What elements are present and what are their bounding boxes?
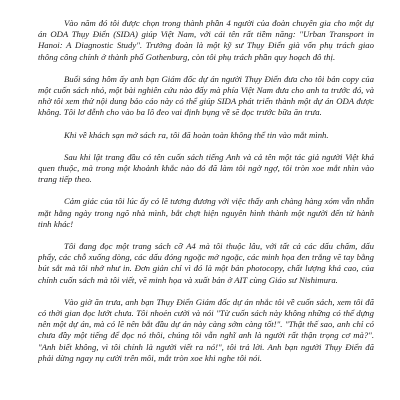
paragraph-3: Khi về khách sạn mở sách ra, tôi đã hoàn toàn không thể tin vào mắt mình. <box>64 129 329 140</box>
document-page <box>38 18 374 394</box>
paragraph-5: Cảm giác của tôi lúc ấy có lẽ tương đương với việc thấy anh chàng hàng xóm vẫn nhẫn mặt hằng ngày trong ngõ nhà mình, bắt chợt hiện nguyên hình thành một người đến từ hành tinh khác! <box>38 196 374 229</box>
paragraph-6: Tôi đang đọc một trang sách cỡ A4 mà tôi thuộc lâu, với tất cả các dấu chấm, dấu phẩy, các chỗ xuống dòng, các dấu đóng ngoặc mở ngoặc, các minh họa đen trắng vẽ tay bằng bút sắt mà tôi nhớ như in. Đơn giản chỉ vì đó là một bản photocopy, chất lượng khá cao, của chính cuốn sách mà tôi viết, vẽ minh họa và xuất bản ở AIT cùng Giáo sư Nishimura. <box>38 241 374 285</box>
paragraph-2: Buổi sáng hôm ấy anh bạn Giám đốc dự án người Thụy Điển đưa cho tôi bản copy của một cuốn sách nhỏ, một bài nghiên cứu nào đấy mà phía Việt Nam đưa cho anh ta trước đó, và nhờ tôi xem thử nội dung bảo cáo này có thể giúp SIDA phát triển thành một dự án ODA được không. Tôi lơ đễnh cho vào ba lô đeo vai định bụng về sẽ đọc trước bữa ăn trưa. <box>38 73 374 118</box>
paragraph-7: Vào giờ ăn trưa, anh bạn Thụy Điển Giám đốc dự án nhắc tôi về cuốn sách, xem tôi đã có thời gian đọc lướt chưa. Tôi nhoẻn cười và nói "Từ cuốn sách này không những có thể dựng nên một dự án, mà có lẽ nên bắt đầu dự án này càng sớm càng tốt!". "Thật thế sao, anh chỉ có chưa đầy một tiếng để đọc nó thôi, chúng tôi vẫn nghĩ anh là người rất thận trọng cơ mà?". "Anh biết không, vì tôi chính là người viết ra nó!", tôi trả lời. Anh bạn người Thụy Điển đã phải dừng ngay nụ cười trên môi, mắt tròn xoe khi nghe tôi nói. <box>38 296 374 363</box>
paragraph-4: Sau khi lật trang đầu có tên cuốn sách tiếng Anh và cả tên một tác giả người Việt khá quen thuộc, mà trong một khoảnh khắc nào đó đã làm tôi ngờ ngợ, tôi tròn xoe mắt nhìn vào trang tiếp theo. <box>38 151 374 185</box>
paragraph-1: Vào năm đó tôi được chọn trong thành phần 4 người của đoàn chuyên gia cho một dự án ODA Thụy Điển (SIDA) giúp Việt Nam, với cái tên rất tiềm năng: "Urban Transport in Hanoi: A Diagnostic Study". Trưởng đoàn là một kỹ sư Thụy Điển già vốn phụ trách giao thông công chính ở thành phố Gothenburg, còn tôi phụ trách phần quy hoạch đô thị. <box>38 18 374 62</box>
